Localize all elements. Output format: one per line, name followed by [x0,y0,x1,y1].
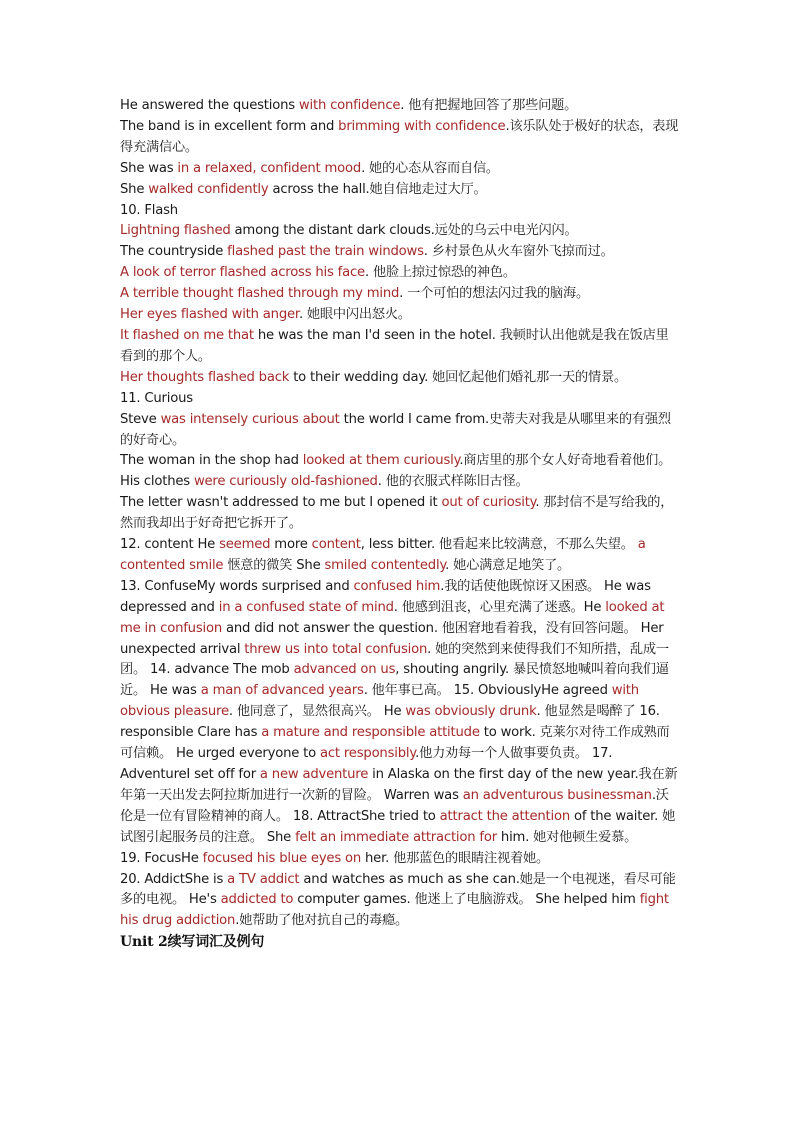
highlighted-phrase: fight his drug addiction [120,892,669,929]
highlighted-phrase: It flashed on me that [120,327,254,343]
text-run: She [120,181,149,197]
paragraph [120,263,680,284]
paragraph [120,493,680,535]
text-run: him. 她对他顿生爱慕。 [496,829,638,845]
text-run: . 他脸上掠过惊恐的神色。 [364,265,516,281]
text-run: . 她的心态从容而自信。 [361,160,499,176]
paragraph [120,368,680,389]
highlighted-phrase: a mature and responsible attitude [261,725,480,741]
text-run: .沃伦是一位有冒险精神的商人。 18. AttractShe tried to [120,787,669,824]
paragraph [120,472,680,493]
highlighted-phrase: a new adventure [259,767,369,782]
text-run: .该乐队处于极好的状态，表现得充满信心。 [120,118,679,155]
text-run: among the distant dark clouds.远处的乌云中电光闪闪。 [230,223,578,239]
section-heading [120,932,680,953]
paragraph [120,870,680,933]
paragraph [120,201,680,222]
highlighted-phrase: flashed past the train windows [227,244,424,260]
text-run: .我的话使他既惊讶又困惑。 He was depressed and [120,578,651,615]
highlighted-phrase: content [311,537,361,553]
text-run: . 她心满意足地笑了。 [445,557,571,573]
highlighted-phrase: act responsibly [319,746,416,762]
highlighted-phrase: in a confused state of mind [218,599,394,615]
highlighted-phrase: looked at them curiously [302,453,460,469]
highlighted-phrase: a contented smile [120,537,646,573]
text-run: . 一个可怕的想法闪过我的脑海。 [399,286,589,302]
highlighted-phrase: confused him [353,578,441,594]
text-run: He answered the questions [120,98,299,113]
text-run: and did not answer the question. 他困窘地看着我，没有回答问题。 Her unexpected arrival [120,620,664,657]
paragraph [120,410,680,452]
text-run: Unit 2续写词汇及例句 [120,934,265,951]
text-run: The countryside [120,244,228,260]
paragraph [120,284,680,305]
highlighted-phrase: brimming with confidence [338,118,506,134]
highlighted-phrase: an adventurous businessman [462,787,652,803]
text-run: . 他显然是喝醉了 16. responsible Clare has [120,704,660,741]
paragraph [120,242,680,263]
text-run: 11. Curious [120,390,193,406]
text-run: of the waiter. 她试图引起服务员的注意。 She [120,808,676,845]
paragraph [120,535,680,577]
text-run: . 她眼中闪出怒火。 [298,307,411,323]
text-run: . 乡村景色从火车窗外飞掠而过。 [423,244,614,260]
paragraph [120,159,680,180]
text-run: .她帮助了他对抗自己的毒瘾。 [235,913,409,929]
paragraph [120,577,680,849]
highlighted-phrase: A look of terror flashed across his face [120,265,365,281]
text-run: . 他感到沮丧，心里充满了迷惑。He [393,599,606,615]
text-run: across the hall.她自信地走过大厅。 [268,181,487,197]
paragraph [120,221,680,242]
paragraph [120,389,680,410]
text-run: . 他年事已高。 15. ObviouslyHe agreed [363,683,612,699]
text-run: .商店里的那个女人好奇地看着他们。 [459,453,672,469]
highlighted-phrase: a TV addict [227,871,300,887]
text-run: he was the man I'd seen in the hotel. 我顿时认出他就是我在饭店里看到的那个人。 [120,327,669,364]
highlighted-phrase: attract the attention [439,808,570,824]
highlighted-phrase: smiled contentedly [324,557,446,573]
text-run: . 他的衣服式样陈旧古怪。 [377,474,529,490]
highlighted-phrase: Her eyes flashed with anger [120,307,299,323]
text-run: to their wedding day. 她回忆起他们婚礼那一天的情景。 [289,369,627,385]
highlighted-phrase: threw us into total confusion [244,641,428,657]
text-run: The band is in excellent form and [120,118,339,134]
text-run: to work. 克莱尔对待工作成熟而可信赖。 He urged everyone to [120,725,670,762]
highlighted-phrase: focused his blue eyes on [202,850,362,866]
paragraph [120,326,680,368]
highlighted-phrase: in a relaxed, confident mood [177,160,362,176]
highlighted-phrase: Her thoughts flashed back [120,369,290,385]
text-run: the world I came from.史蒂夫对我是从哪里来的有强烈的好奇心。 [120,411,671,448]
text-run: 13. ConfuseMy words surprised and [120,578,354,594]
text-run: 19. FocusHe [120,850,203,866]
document-body [120,96,680,953]
text-run: computer games. 他迷上了电脑游戏。 She helped him [293,892,640,908]
paragraph [120,305,680,326]
highlighted-phrase: with confidence [298,98,401,113]
text-run: in Alaska on the first day of the new year.我在新年第一天出发去阿拉斯加进行一次新的冒险。 Warren was [120,767,678,803]
highlighted-phrase: felt an immediate attraction for [295,829,497,845]
text-run: She was [120,160,178,176]
highlighted-phrase: seemed [219,537,271,553]
highlighted-phrase: was obviously drunk [405,704,537,720]
text-run: . 他同意了，显然很高兴。 He [228,704,406,720]
highlighted-phrase: addicted to [220,892,294,908]
text-run: , less bitter. 他看起来比较满意，不那么失望。 [360,537,638,553]
text-run: . 那封信不是写给我的，然而我却出于好奇把它拆开了。 [120,495,674,532]
highlighted-phrase: were curiously old-fashioned [193,474,378,490]
text-run: , shouting angrily. 暴民愤怒地喊叫着向我们逼近。 He was [120,662,669,699]
highlighted-phrase: was intensely curious about [160,411,340,427]
text-run: His clothes [120,474,194,490]
highlighted-phrase: walked confidently [148,181,269,197]
highlighted-phrase: A terrible thought flashed through my mind [120,286,400,302]
paragraph [120,96,680,117]
paragraph [120,180,680,201]
highlighted-phrase: with obvious pleasure [120,683,639,720]
paragraph [120,451,680,472]
highlighted-phrase: looked at me in confusion [120,599,665,636]
text-run: 20. AddictShe is [120,871,228,887]
paragraph [120,849,680,870]
text-run: her. 他那蓝色的眼睛注视着她。 [361,850,549,866]
highlighted-phrase: a man of advanced years [200,683,364,699]
text-run: . 他有把握地回答了那些问题。 [400,98,578,113]
text-run: . 她的突然到来使得我们不知所措，乱成一团。 14. advance The mob [120,641,669,678]
highlighted-phrase: advanced on us [293,662,396,678]
text-run: Steve [120,411,161,427]
paragraph [120,117,680,159]
text-run: more [270,537,312,553]
text-run: 12. content He [120,537,220,553]
text-run: The letter wasn't addressed to me but I opened it [120,495,442,511]
text-run: 10. Flash [120,202,178,218]
text-run: and watches as much as she can.她是一个电视迷，看尽可能多的电视。 He's [120,871,676,908]
text-run: The woman in the shop had [120,453,303,469]
text-run: 惬意的微笑 She [223,557,325,573]
highlighted-phrase: Lightning flashed [120,223,231,239]
text-run: .他力劝每一个人做事要负责。 17. AdventureI set off for [120,746,613,782]
highlighted-phrase: out of curiosity [441,495,536,511]
